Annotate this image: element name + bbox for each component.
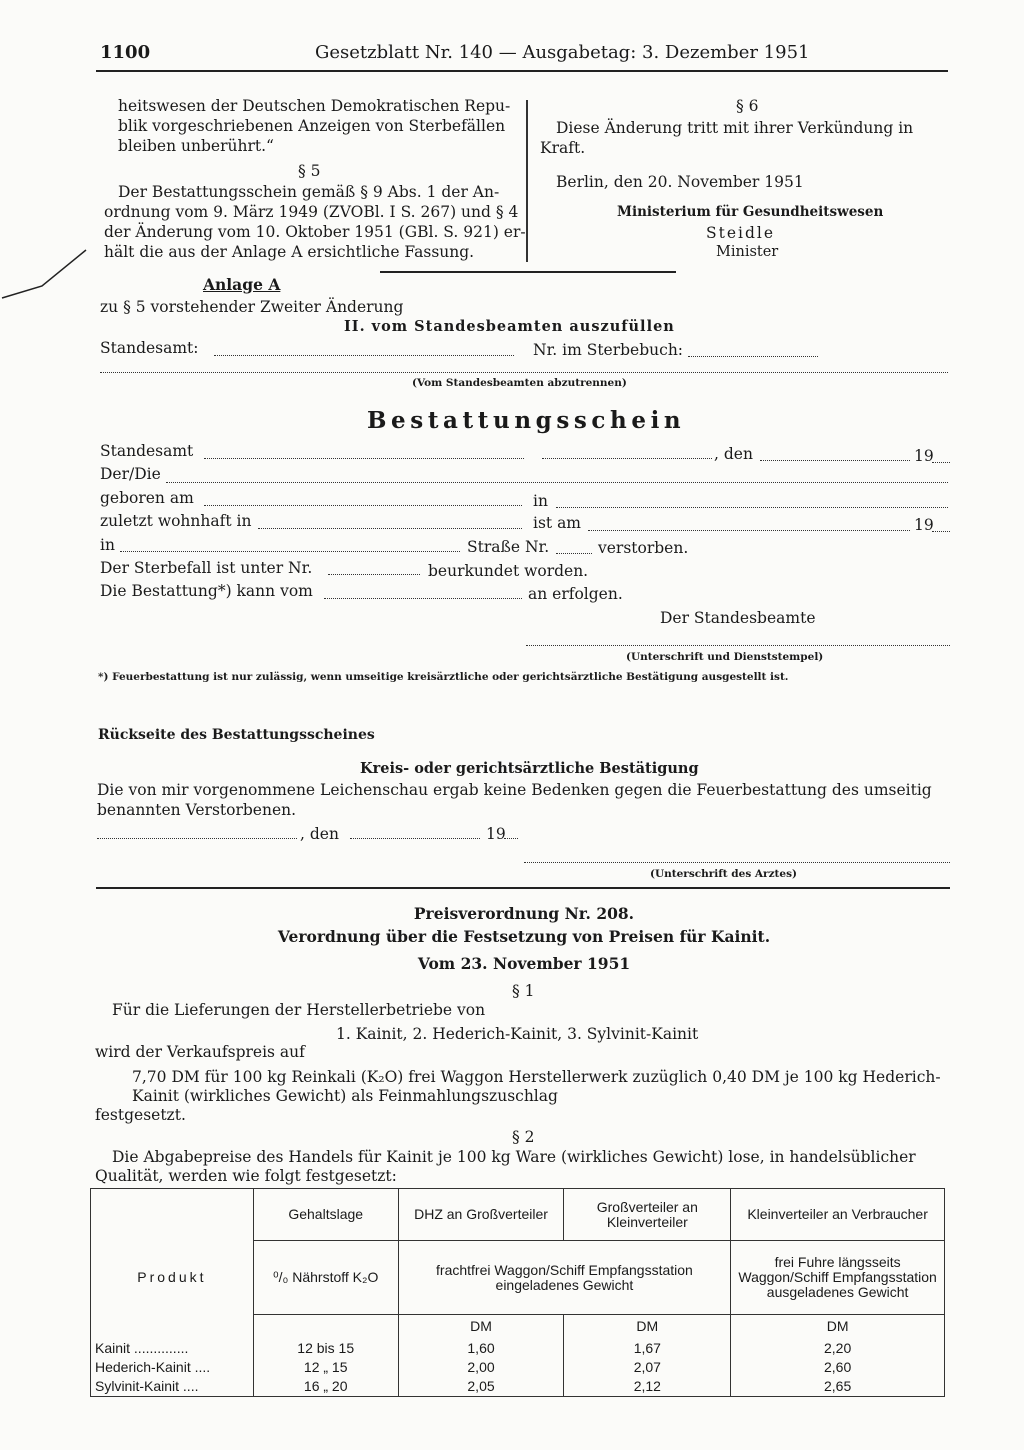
cut-note: (Vom Standesbeamten abzutrennen) [412, 377, 627, 389]
doctor-signature-note: (Unterschrift des Arztes) [650, 868, 797, 880]
decree-text-line: Kainit (wirkliches Gewicht) als Feinmahlungszuschlag [132, 1087, 558, 1105]
form-label: ist am [533, 514, 582, 532]
cell-dhz: 2,05 [398, 1377, 564, 1397]
form-label: , den [714, 445, 753, 463]
cell-gross: 2,07 [564, 1358, 731, 1377]
cell-klein: 2,60 [731, 1358, 945, 1377]
back-text-line: Die von mir vorgenommene Leichenschau ergab keine Bedenken gegen die Feuerbestattung des umseitig [97, 781, 932, 799]
form-field [542, 458, 712, 459]
signature-note: (Unterschrift und Dienststempel) [626, 651, 824, 663]
form-label: in [100, 536, 115, 554]
cell-gross: 2,12 [564, 1377, 731, 1397]
cell-gehalt: 12 bis 15 [253, 1339, 398, 1358]
form-label: verstorben. [598, 539, 689, 557]
left-text-line: hält die aus der Anlage A ersichtliche Fassung. [104, 243, 475, 261]
standesamt-field [214, 355, 514, 356]
right-text-line: Kraft. [540, 139, 586, 157]
cell-produkt: Hederich-Kainit .... [91, 1358, 254, 1377]
decree-text-line: Die Abgabepreise des Handels für Kainit je 100 kg Ware (wirkliches Gewicht) lose, in handelsüblicher [112, 1148, 916, 1166]
cell-klein: 2,65 [731, 1377, 945, 1397]
table-header-row [91, 1189, 945, 1241]
decree-text-line: 7,70 DM für 100 kg Reinkali (K₂O) frei Waggon Herstellerwerk zuzüglich 0,40 DM je 100 kg Hederich- [132, 1068, 941, 1086]
col-header-gehalt: Gehaltslage [253, 1189, 398, 1241]
year-field [504, 838, 518, 839]
table-subheader-row [91, 1241, 945, 1315]
form-label: Standesamt [100, 442, 194, 460]
ministry-name: Ministerium für Gesundheitswesen [617, 204, 884, 220]
signature-field [526, 645, 950, 646]
left-text-line: der Änderung vom 10. Oktober 1951 (GBl. S. 921) er- [104, 223, 526, 241]
section-5-heading: § 5 [298, 162, 321, 180]
form-label: 19 [486, 825, 506, 843]
right-text-line: Diese Änderung tritt mit ihrer Verkündung in [556, 119, 914, 137]
form-field [932, 462, 950, 463]
cell-dhz: 2,00 [398, 1358, 564, 1377]
table-row [91, 1377, 945, 1397]
decree-date: Vom 23. November 1951 [417, 954, 631, 973]
signatory-name: Steidle [706, 224, 776, 242]
decree-text-line: Qualität, werden wie folgt festgesetzt: [95, 1167, 397, 1185]
price-table [90, 1188, 945, 1397]
place-field [97, 838, 297, 839]
pen-mark-icon [0, 240, 90, 310]
form-heading: Bestattungsschein [367, 407, 686, 434]
form-field [204, 505, 522, 506]
date-field [350, 838, 480, 839]
back-subtitle: Kreis- oder gerichtsärztliche Bestätigung [360, 760, 699, 777]
form-field [120, 551, 460, 552]
col-header-produkt: Produkt [91, 1241, 254, 1315]
back-text-line: benannten Verstorbenen. [97, 801, 297, 819]
form-label: Die Bestattung*) kann vom [100, 582, 313, 600]
col-header-klein: Kleinverteiler an Verbraucher [731, 1189, 945, 1241]
sterbebuch-field [688, 356, 818, 357]
form-field [556, 553, 592, 554]
col-header-gross: Großverteiler an Kleinverteiler [564, 1189, 731, 1241]
part-two-heading: II. vom Standesbeamten auszufüllen [344, 318, 675, 335]
column-divider [526, 100, 528, 262]
form-label: in [533, 492, 548, 510]
form-label: Der/Die [100, 465, 161, 483]
form-field [324, 598, 522, 599]
section-rule [380, 271, 676, 273]
section-2-heading: § 2 [512, 1128, 535, 1146]
form-field [258, 528, 522, 529]
standesamt-label: Standesamt: [100, 339, 199, 357]
form-field [932, 531, 950, 532]
section-rule [96, 887, 950, 889]
anlage-subtitle: zu § 5 vorstehender Zweiter Änderung [100, 298, 404, 316]
cell-klein: 2,20 [731, 1339, 945, 1358]
form-field [166, 482, 948, 483]
standesbeamte-label: Der Standesbeamte [660, 609, 816, 627]
form-field [328, 574, 420, 575]
decree-text-line: 1. Kainit, 2. Hederich-Kainit, 3. Sylvinit-Kainit [336, 1025, 699, 1043]
form-field [588, 530, 910, 531]
table-row [91, 1339, 945, 1358]
decree-subtitle: Verordnung über die Festsetzung von Preisen für Kainit. [277, 927, 771, 946]
col-header-frachtfrei: frachtfrei Waggon/Schiff Empfangsstation eingeladenes Gewicht [398, 1241, 731, 1315]
form-label: zuletzt wohnhaft in [100, 512, 252, 530]
form-label: Straße Nr. [467, 538, 550, 556]
cell-produkt: Kainit .............. [91, 1339, 254, 1358]
form-label: 19 [914, 447, 934, 465]
left-text-line: Der Bestattungsschein gemäß § 9 Abs. 1 der An- [118, 183, 500, 201]
cell-produkt: Sylvinit-Kainit .... [91, 1377, 254, 1397]
cell-gehalt: 16 „ 20 [253, 1377, 398, 1397]
section-6-heading: § 6 [736, 97, 759, 115]
col-header-naehrstoff: ⁰/₀ Nährstoff K₂O [253, 1241, 398, 1315]
unit-label: DM [731, 1315, 945, 1339]
unit-label: DM [564, 1315, 731, 1339]
table-unit-row [91, 1315, 945, 1339]
col-header-dhz: DHZ an Großverteiler [398, 1189, 564, 1241]
table-row [91, 1358, 945, 1377]
decree-text-line: festgesetzt. [95, 1106, 186, 1124]
left-text-line: heitswesen der Deutschen Demokratischen Repu- [118, 97, 511, 115]
sterbebuch-label: Nr. im Sterbebuch: [533, 341, 684, 359]
left-text-line: bleiben unberührt.“ [118, 137, 274, 155]
page-number: 1100 [100, 42, 151, 63]
col-header-freifuhre: frei Fuhre längsseits Waggon/Schiff Empfangsstation ausgeladenes Gewicht [731, 1241, 945, 1315]
left-text-line: blik vorgeschriebenen Anzeigen von Sterbefällen [118, 117, 506, 135]
form-field [760, 460, 910, 461]
doctor-signature-field [524, 862, 950, 863]
signatory-role: Minister [716, 244, 779, 260]
form-field [204, 458, 524, 459]
form-label: 19 [914, 516, 934, 534]
form-label: , den [300, 825, 339, 843]
page-header-title: Gesetzblatt Nr. 140 — Ausgabetag: 3. Dezember 1951 [315, 42, 810, 63]
unit-label: DM [398, 1315, 564, 1339]
cell-dhz: 1,60 [398, 1339, 564, 1358]
decree-text-line: Für die Lieferungen der Herstellerbetriebe von [112, 1001, 486, 1019]
form-label: beurkundet worden. [428, 562, 589, 580]
cell-gross: 1,67 [564, 1339, 731, 1358]
decree-text-line: wird der Verkaufspreis auf [95, 1043, 305, 1061]
footnote: *) Feuerbestattung ist nur zulässig, wenn umseitige kreisärztliche oder gerichtsärztliche Bestätigung ausgestellt ist. [98, 671, 789, 683]
anlage-title: Anlage A [203, 275, 281, 294]
header-rule [96, 70, 948, 72]
form-field [556, 507, 948, 508]
left-text-line: ordnung vom 9. März 1949 (ZVOBl. I S. 267) und § 4 [104, 203, 519, 221]
back-title: Rückseite des Bestattungsscheines [98, 727, 375, 743]
form-label: an erfolgen. [528, 585, 623, 603]
section-1-heading: § 1 [512, 982, 535, 1000]
cell-gehalt: 12 „ 15 [253, 1358, 398, 1377]
form-label: Der Sterbefall ist unter Nr. [100, 559, 313, 577]
place-date: Berlin, den 20. November 1951 [556, 173, 804, 191]
cut-line [100, 372, 948, 373]
decree-title: Preisverordnung Nr. 208. [413, 904, 635, 923]
form-label: geboren am [100, 489, 194, 507]
